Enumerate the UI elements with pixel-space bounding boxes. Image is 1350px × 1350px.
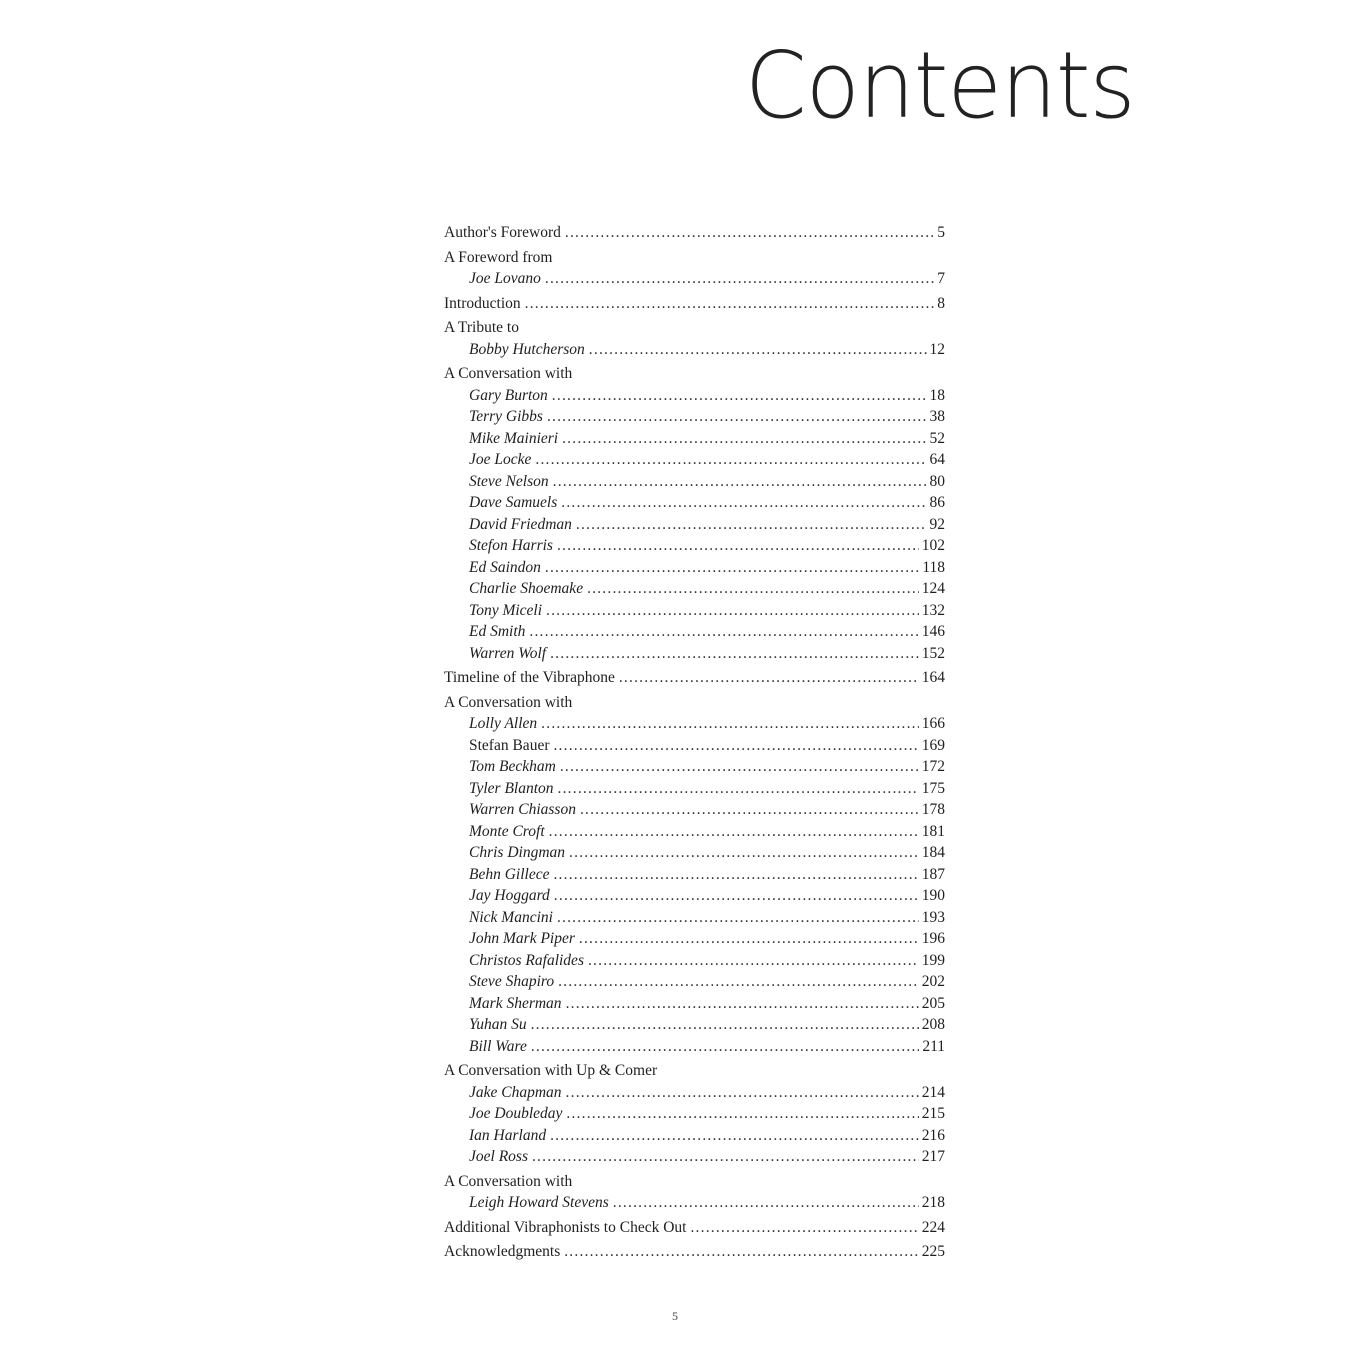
toc-page-number: 199 (921, 951, 945, 969)
toc-page-number: 172 (921, 758, 945, 775)
toc-subentry (444, 535, 945, 557)
toc-page-number: 92 (929, 515, 945, 533)
toc-page-number: 184 (921, 844, 945, 861)
toc-subentry (444, 385, 945, 407)
toc-page-number: 52 (929, 429, 945, 447)
toc-entry-title: Jay Hoggard (469, 887, 550, 904)
dot-leader (566, 1103, 918, 1125)
toc-subentry (444, 1146, 945, 1168)
dot-leader (545, 268, 934, 290)
dot-leader (553, 864, 918, 886)
dot-leader (560, 756, 919, 778)
toc-entry-title: David Friedman (469, 515, 572, 533)
toc-page-number: 18 (929, 386, 945, 404)
toc-entry-title: Ian Harland (469, 1126, 547, 1144)
toc-page-number: 102 (921, 537, 945, 554)
toc-page-number: 64 (929, 451, 945, 468)
toc-subentry (444, 778, 945, 800)
toc-entry (444, 317, 945, 339)
dot-leader (550, 1125, 919, 1147)
toc-entry-title: Christos Rafalides (469, 951, 584, 969)
toc-page-number: 225 (921, 1243, 945, 1260)
toc-page-number: 218 (921, 1194, 945, 1211)
dot-leader (529, 621, 918, 643)
toc-subentry (444, 621, 945, 643)
toc-entry (444, 1241, 945, 1263)
toc-page-number: 80 (929, 472, 945, 490)
toc-entry (444, 692, 945, 714)
dot-leader (566, 993, 919, 1015)
toc-entry-title: Stefan Bauer (469, 736, 550, 754)
dot-leader (558, 778, 919, 800)
toc-entry-title: Tyler Blanton (469, 779, 554, 797)
toc-entry-title: Lolly Allen (469, 715, 538, 732)
dot-leader (549, 821, 919, 843)
toc-subentry (444, 842, 945, 864)
toc-subentry (444, 428, 945, 450)
toc-entry-title: Author's Foreword (444, 224, 561, 241)
dot-leader (561, 492, 926, 514)
toc-subentry (444, 971, 945, 993)
toc-entry-title: Ed Smith (469, 623, 526, 640)
toc-page-number: 12 (929, 340, 945, 358)
toc-entry (444, 293, 945, 315)
toc-entry-title: Behn Gillece (469, 865, 550, 883)
toc-subentry (444, 1014, 945, 1036)
toc-subentry (444, 864, 945, 886)
toc-subentry (444, 1125, 945, 1147)
toc-page-number: 152 (921, 644, 945, 662)
table-of-contents (444, 222, 945, 1263)
toc-entry-title: Jake Chapman (469, 1083, 562, 1101)
toc-entry-title: A Conversation with (444, 1172, 573, 1190)
toc-entry-title: Warren Wolf (469, 644, 547, 662)
toc-entry-title: Mike Mainieri (469, 429, 559, 447)
toc-subentry (444, 928, 945, 950)
toc-entry-title: Mark Sherman (469, 994, 562, 1012)
dot-leader (619, 667, 919, 689)
toc-page-number: 5 (937, 224, 945, 241)
toc-entry-title: Joe Lovano (469, 270, 541, 287)
dot-leader (557, 907, 919, 929)
toc-entry-title: Joel Ross (469, 1148, 528, 1165)
toc-page-number: 166 (921, 715, 945, 732)
toc-entry-title: A Conversation with (444, 693, 573, 711)
toc-entry-title: A Conversation with Up & Comer (444, 1062, 658, 1079)
toc-entry-title: Tony Miceli (469, 601, 543, 619)
toc-entry (444, 247, 945, 269)
toc-entry-title: Introduction (444, 294, 521, 312)
toc-subentry (444, 600, 945, 622)
toc-subentry (444, 885, 945, 907)
toc-entry (444, 1060, 945, 1082)
toc-subentry (444, 735, 945, 757)
toc-page-number: 175 (921, 779, 945, 797)
toc-page-number: 8 (937, 294, 945, 312)
toc-entry-title: Dave Samuels (469, 494, 558, 511)
toc-page-number: 86 (929, 494, 945, 511)
toc-subentry (444, 471, 945, 493)
toc-page-number: 215 (921, 1105, 945, 1122)
toc-entry-title: Yuhan Su (469, 1016, 527, 1033)
toc-subentry (444, 1192, 945, 1214)
toc-entry-title: Leigh Howard Stevens (469, 1194, 609, 1211)
dot-leader (553, 735, 918, 757)
dot-leader (552, 385, 927, 407)
dot-leader (547, 406, 927, 428)
toc-entry-title: A Foreword from (444, 248, 553, 266)
toc-entry-title: Timeline of the Vibraphone (444, 669, 615, 686)
toc-subentry (444, 578, 945, 600)
toc-subentry (444, 756, 945, 778)
toc-page-number: 178 (921, 801, 945, 818)
toc-entry-title: Acknowledgments (444, 1243, 561, 1260)
dot-leader (545, 557, 919, 579)
toc-page-number: 164 (921, 669, 945, 686)
dot-leader (546, 600, 919, 622)
toc-entry-title: Joe Locke (469, 451, 532, 468)
dot-leader (564, 1241, 919, 1263)
dot-leader (569, 842, 919, 864)
toc-subentry (444, 907, 945, 929)
toc-entry-title: Steve Nelson (469, 472, 549, 490)
dot-leader (554, 885, 919, 907)
page-title: Contents (745, 32, 1135, 139)
toc-page-number: 211 (922, 1037, 945, 1055)
dot-leader (531, 1014, 919, 1036)
toc-subentry (444, 557, 945, 579)
toc-page-number: 118 (922, 558, 945, 576)
dot-leader (566, 1082, 919, 1104)
dot-leader (690, 1217, 918, 1239)
dot-leader (587, 578, 919, 600)
dot-leader (541, 713, 919, 735)
toc-page-number: 132 (921, 601, 945, 619)
toc-entry (444, 363, 945, 385)
toc-entry-title: Stefon Harris (469, 537, 553, 554)
toc-page-number: 196 (921, 930, 945, 947)
toc-page-number: 205 (921, 994, 945, 1012)
dot-leader (558, 971, 919, 993)
toc-entry-title: Gary Burton (469, 386, 548, 404)
toc-subentry (444, 821, 945, 843)
toc-page-number: 7 (937, 270, 945, 287)
toc-entry-title: Ed Saindon (469, 558, 541, 576)
dot-leader (589, 339, 927, 361)
dot-leader (550, 643, 919, 665)
toc-page-number: 38 (929, 408, 945, 425)
dot-leader (562, 428, 926, 450)
toc-subentry (444, 406, 945, 428)
toc-entry-title: Tom Beckham (469, 758, 556, 775)
toc-entry-title: Steve Shapiro (469, 973, 555, 990)
toc-entry (444, 667, 945, 689)
toc-subentry (444, 1082, 945, 1104)
dot-leader (535, 449, 926, 471)
toc-entry-title: Joe Doubleday (469, 1105, 563, 1122)
toc-subentry (444, 339, 945, 361)
toc-page-number: 208 (921, 1016, 945, 1033)
dot-leader (525, 293, 935, 315)
dot-leader (579, 928, 919, 950)
toc-entry-title: A Conversation with (444, 365, 573, 382)
toc-page-number: 169 (921, 736, 945, 754)
toc-entry (444, 1217, 945, 1239)
toc-page-number: 187 (921, 865, 945, 883)
dot-leader (531, 1036, 919, 1058)
dot-leader (553, 471, 927, 493)
toc-page-number: 202 (921, 973, 945, 990)
dot-leader (532, 1146, 919, 1168)
toc-subentry (444, 993, 945, 1015)
dot-leader (588, 950, 919, 972)
toc-page-number: 216 (921, 1126, 945, 1144)
toc-subentry (444, 1036, 945, 1058)
toc-entry-title: Bobby Hutcherson (469, 340, 585, 358)
toc-entry-title: Nick Mancini (469, 908, 553, 926)
toc-subentry (444, 1103, 945, 1125)
toc-subentry (444, 799, 945, 821)
dot-leader (580, 799, 919, 821)
toc-entry-title: Additional Vibraphonists to Check Out (444, 1218, 687, 1236)
toc-page-number: 181 (921, 822, 945, 840)
toc-subentry (444, 514, 945, 536)
toc-entry (444, 1171, 945, 1193)
toc-entry-title: Terry Gibbs (469, 408, 543, 425)
toc-subentry (444, 643, 945, 665)
toc-entry (444, 222, 945, 244)
toc-page-number: 224 (921, 1218, 945, 1236)
toc-entry-title: Monte Croft (469, 822, 545, 840)
toc-subentry (444, 713, 945, 735)
toc-entry-title: A Tribute to (444, 319, 519, 336)
toc-entry-title: Bill Ware (469, 1037, 527, 1055)
toc-page-number: 146 (921, 623, 945, 640)
toc-subentry (444, 492, 945, 514)
toc-subentry (444, 449, 945, 471)
dot-leader (613, 1192, 919, 1214)
toc-entry-title: Charlie Shoemake (469, 580, 584, 597)
toc-subentry (444, 268, 945, 290)
toc-subentry (444, 950, 945, 972)
dot-leader (557, 535, 919, 557)
toc-page-number: 190 (921, 887, 945, 904)
toc-page-number: 214 (921, 1083, 945, 1101)
dot-leader (565, 222, 934, 244)
toc-entry-title: John Mark Piper (469, 930, 575, 947)
page-number: 5 (672, 1309, 678, 1323)
toc-entry-title: Chris Dingman (469, 844, 566, 861)
toc-page-number: 217 (921, 1148, 945, 1165)
toc-page-number: 124 (921, 580, 945, 597)
toc-entry-title: Warren Chiasson (469, 801, 576, 818)
dot-leader (576, 514, 927, 536)
toc-page-number: 193 (921, 908, 945, 926)
